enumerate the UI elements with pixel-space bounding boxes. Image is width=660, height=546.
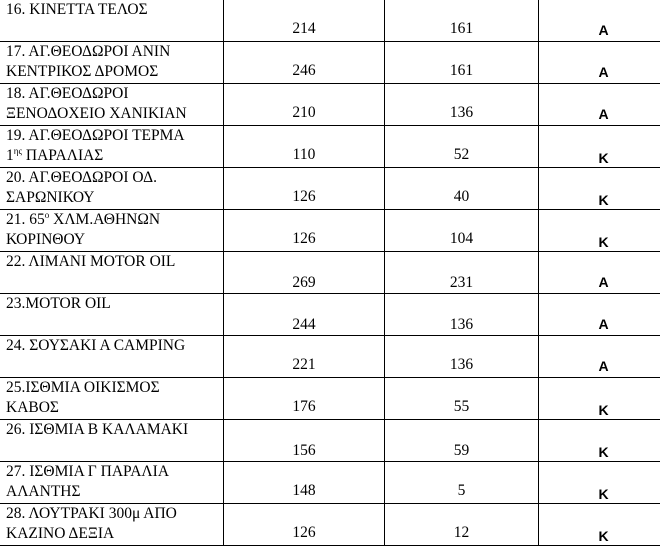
station-name-line: 25.ΙΣΘΜΙΑ ΟΙΚΙΣΜΟΣ: [6, 378, 223, 398]
cell-content: [539, 168, 660, 209]
cell-content: [539, 504, 660, 545]
table-row: [0, 378, 660, 420]
class-cell: [539, 0, 660, 42]
numeric-value: 246: [224, 62, 384, 80]
class-cell: [539, 294, 660, 336]
numeric-value: 214: [224, 20, 384, 38]
cell-content: [224, 126, 384, 167]
cell-content: [385, 126, 538, 167]
table-row: [0, 504, 660, 546]
station-name-line: 16. ΚΙΝΕΤΤΑ ΤΕΛΟΣ: [6, 0, 223, 20]
station-name-cell: [0, 420, 224, 462]
station-name-line: [6, 210, 223, 230]
class-value: Κ: [539, 402, 660, 418]
value-2-cell: [385, 504, 539, 546]
station-name-line: 20. ΑΓ.ΘΕΟΔΩΡΟΙ ΟΔ.: [6, 168, 223, 188]
value-1-cell: [224, 504, 385, 546]
station-name-cell: [0, 462, 224, 504]
value-2-cell: [385, 378, 539, 420]
numeric-value: 126: [224, 188, 384, 206]
numeric-value: 148: [224, 482, 384, 500]
numeric-value: 59: [385, 442, 538, 460]
numeric-value: 12: [385, 524, 538, 542]
value-2-cell: [385, 0, 539, 42]
cell-content: [224, 462, 384, 503]
station-name-line: 28. ΛΟΥΤΡΑΚΙ 300μ ΑΠΟ: [6, 504, 223, 524]
station-name-cell: [0, 84, 224, 126]
station-name-cell: [0, 378, 224, 420]
cell-content: [539, 294, 660, 335]
station-name-line: ΚΑΒΟΣ: [6, 398, 223, 418]
numeric-value: 136: [385, 316, 538, 334]
value-2-cell: [385, 42, 539, 84]
value-2-cell: [385, 294, 539, 336]
class-cell: [539, 462, 660, 504]
cell-content: [385, 168, 538, 209]
cell-content: [385, 84, 538, 125]
numeric-value: 104: [385, 230, 538, 248]
cell-content: [224, 84, 384, 125]
table-row: [0, 336, 660, 378]
value-2-cell: [385, 462, 539, 504]
cell-content: [539, 210, 660, 251]
value-2-cell: [385, 252, 539, 294]
cell-content: [385, 378, 538, 419]
station-name-line: 24. ΣΟΥΣΑΚΙ Α CAMPING: [6, 336, 223, 356]
cell-content: [224, 420, 384, 461]
numeric-value: 176: [224, 398, 384, 416]
cell-content: [385, 252, 538, 293]
value-2-cell: [385, 210, 539, 252]
cell-content: [385, 210, 538, 251]
station-name-line: ΑΛΑΝΤΗΣ: [6, 482, 223, 502]
numeric-value: 161: [385, 62, 538, 80]
value-2-cell: [385, 336, 539, 378]
class-cell: [539, 42, 660, 84]
value-1-cell: [224, 378, 385, 420]
station-name-line: [6, 314, 223, 334]
class-value: Κ: [539, 192, 660, 208]
station-name-line: [6, 20, 223, 40]
table-row: [0, 84, 660, 126]
cell-content: [224, 378, 384, 419]
station-name-cell: [0, 252, 224, 294]
cell-content: [224, 252, 384, 293]
table-row: [0, 126, 660, 168]
station-name-cell: [0, 294, 224, 336]
cell-content: [539, 252, 660, 293]
station-name-text: ΧΛΜ.ΑΘΗΝΩΝ: [53, 211, 160, 228]
numeric-value: 161: [385, 20, 538, 38]
numeric-value: 221: [224, 356, 384, 374]
class-value: Κ: [539, 528, 660, 544]
class-cell: [539, 84, 660, 126]
class-value: Α: [539, 64, 660, 80]
cell-content: [539, 0, 660, 41]
table-row: [0, 42, 660, 84]
station-name-cell: [0, 0, 224, 42]
station-name-superscript: ης: [14, 146, 22, 156]
station-name-line: ΣΑΡΩΝΙΚΟΥ: [6, 188, 223, 208]
class-cell: [539, 252, 660, 294]
numeric-value: 52: [385, 146, 538, 164]
cell-content: [224, 42, 384, 83]
numeric-value: 55: [385, 398, 538, 416]
numeric-value: 136: [385, 356, 538, 374]
station-name-prefix: 21. 65: [6, 211, 45, 228]
value-2-cell: [385, 168, 539, 210]
station-name-superscript: ο: [45, 210, 50, 220]
cell-content: [385, 0, 538, 41]
numeric-value: 231: [385, 274, 538, 292]
class-cell: [539, 420, 660, 462]
station-name-line: [6, 272, 223, 292]
numeric-value: 244: [224, 316, 384, 334]
value-1-cell: [224, 126, 385, 168]
class-cell: [539, 378, 660, 420]
value-1-cell: [224, 42, 385, 84]
table-row: [0, 252, 660, 294]
station-name-line: ΚΟΡΙΝΘΟΥ: [6, 230, 223, 250]
numeric-value: 136: [385, 104, 538, 122]
table-row: [0, 420, 660, 462]
station-name-line: ΚΑΖΙΝΟ ΔΕΞΙΑ: [6, 524, 223, 544]
class-value: Κ: [539, 150, 660, 166]
station-name-line: ΞΕΝΟΔΟΧΕΙΟ ΧΑΝΙΚΙΑΝ: [6, 104, 223, 124]
value-1-cell: [224, 168, 385, 210]
cell-content: [224, 504, 384, 545]
numeric-value: 210: [224, 104, 384, 122]
cell-content: [385, 294, 538, 335]
station-name-prefix: 1: [6, 147, 14, 164]
cell-content: [224, 168, 384, 209]
value-2-cell: [385, 84, 539, 126]
cell-content: [385, 420, 538, 461]
numeric-value: 156: [224, 442, 384, 460]
table-row: [0, 462, 660, 504]
class-value: Α: [539, 358, 660, 374]
cell-content: [385, 42, 538, 83]
class-value: Α: [539, 106, 660, 122]
table-row: [0, 294, 660, 336]
value-1-cell: [224, 420, 385, 462]
cell-content: [539, 84, 660, 125]
cell-content: [539, 420, 660, 461]
numeric-value: 110: [224, 146, 384, 164]
station-name-line: 18. ΑΓ.ΘΕΟΔΩΡΟΙ: [6, 84, 223, 104]
cell-content: [539, 42, 660, 83]
value-2-cell: [385, 420, 539, 462]
cell-content: [539, 462, 660, 503]
station-name-line: 22. ΛΙΜΑΝΙ MOTOR OIL: [6, 252, 223, 272]
value-1-cell: [224, 84, 385, 126]
station-name-line: 23.MOTOR OIL: [6, 294, 223, 314]
station-name-cell: [0, 42, 224, 84]
station-name-line: 26. ΙΣΘΜΙΑ Β ΚΑΛΑΜΑΚΙ: [6, 420, 223, 440]
class-value: Κ: [539, 486, 660, 502]
station-name-cell: [0, 210, 224, 252]
class-value: Α: [539, 274, 660, 290]
numeric-value: 5: [385, 482, 538, 500]
cell-content: [224, 0, 384, 41]
station-name-cell: [0, 504, 224, 546]
station-name-line: [6, 440, 223, 460]
cell-content: [539, 336, 660, 377]
numeric-value: 269: [224, 274, 384, 292]
class-value: Κ: [539, 234, 660, 250]
station-name-line: 17. ΑΓ.ΘΕΟΔΩΡΟΙ ΑΝΙΝ: [6, 42, 223, 62]
value-1-cell: [224, 0, 385, 42]
class-cell: [539, 126, 660, 168]
station-name-line: 19. ΑΓ.ΘΕΟΔΩΡΟΙ ΤΕΡΜΑ: [6, 126, 223, 146]
table-row: [0, 0, 660, 42]
cell-content: [385, 504, 538, 545]
class-cell: [539, 504, 660, 546]
value-1-cell: [224, 210, 385, 252]
value-1-cell: [224, 294, 385, 336]
numeric-value: 126: [224, 230, 384, 248]
station-name-text: ΠΑΡΑΛΙΑΣ: [26, 147, 103, 164]
station-name-cell: [0, 168, 224, 210]
station-name-line: [6, 146, 223, 166]
value-1-cell: [224, 462, 385, 504]
value-1-cell: [224, 252, 385, 294]
station-name-line: 27. ΙΣΘΜΙΑ Γ ΠΑΡΑΛΙΑ: [6, 462, 223, 482]
cell-content: [385, 462, 538, 503]
station-name-line: ΚΕΝΤΡΙΚΟΣ ΔΡΟΜΟΣ: [6, 62, 223, 82]
class-cell: [539, 336, 660, 378]
value-1-cell: [224, 336, 385, 378]
cell-content: [539, 126, 660, 167]
station-name-cell: [0, 126, 224, 168]
cell-content: [385, 336, 538, 377]
cell-content: [539, 378, 660, 419]
station-name-line: [6, 356, 223, 376]
class-value: Α: [539, 316, 660, 332]
class-value: Α: [539, 22, 660, 38]
class-cell: [539, 168, 660, 210]
table-row: [0, 168, 660, 210]
station-name-cell: [0, 336, 224, 378]
value-2-cell: [385, 126, 539, 168]
table-row: [0, 210, 660, 252]
cell-content: [224, 210, 384, 251]
class-cell: [539, 210, 660, 252]
numeric-value: 40: [385, 188, 538, 206]
cell-content: [224, 294, 384, 335]
cell-content: [224, 336, 384, 377]
class-value: Κ: [539, 444, 660, 460]
numeric-value: 126: [224, 524, 384, 542]
